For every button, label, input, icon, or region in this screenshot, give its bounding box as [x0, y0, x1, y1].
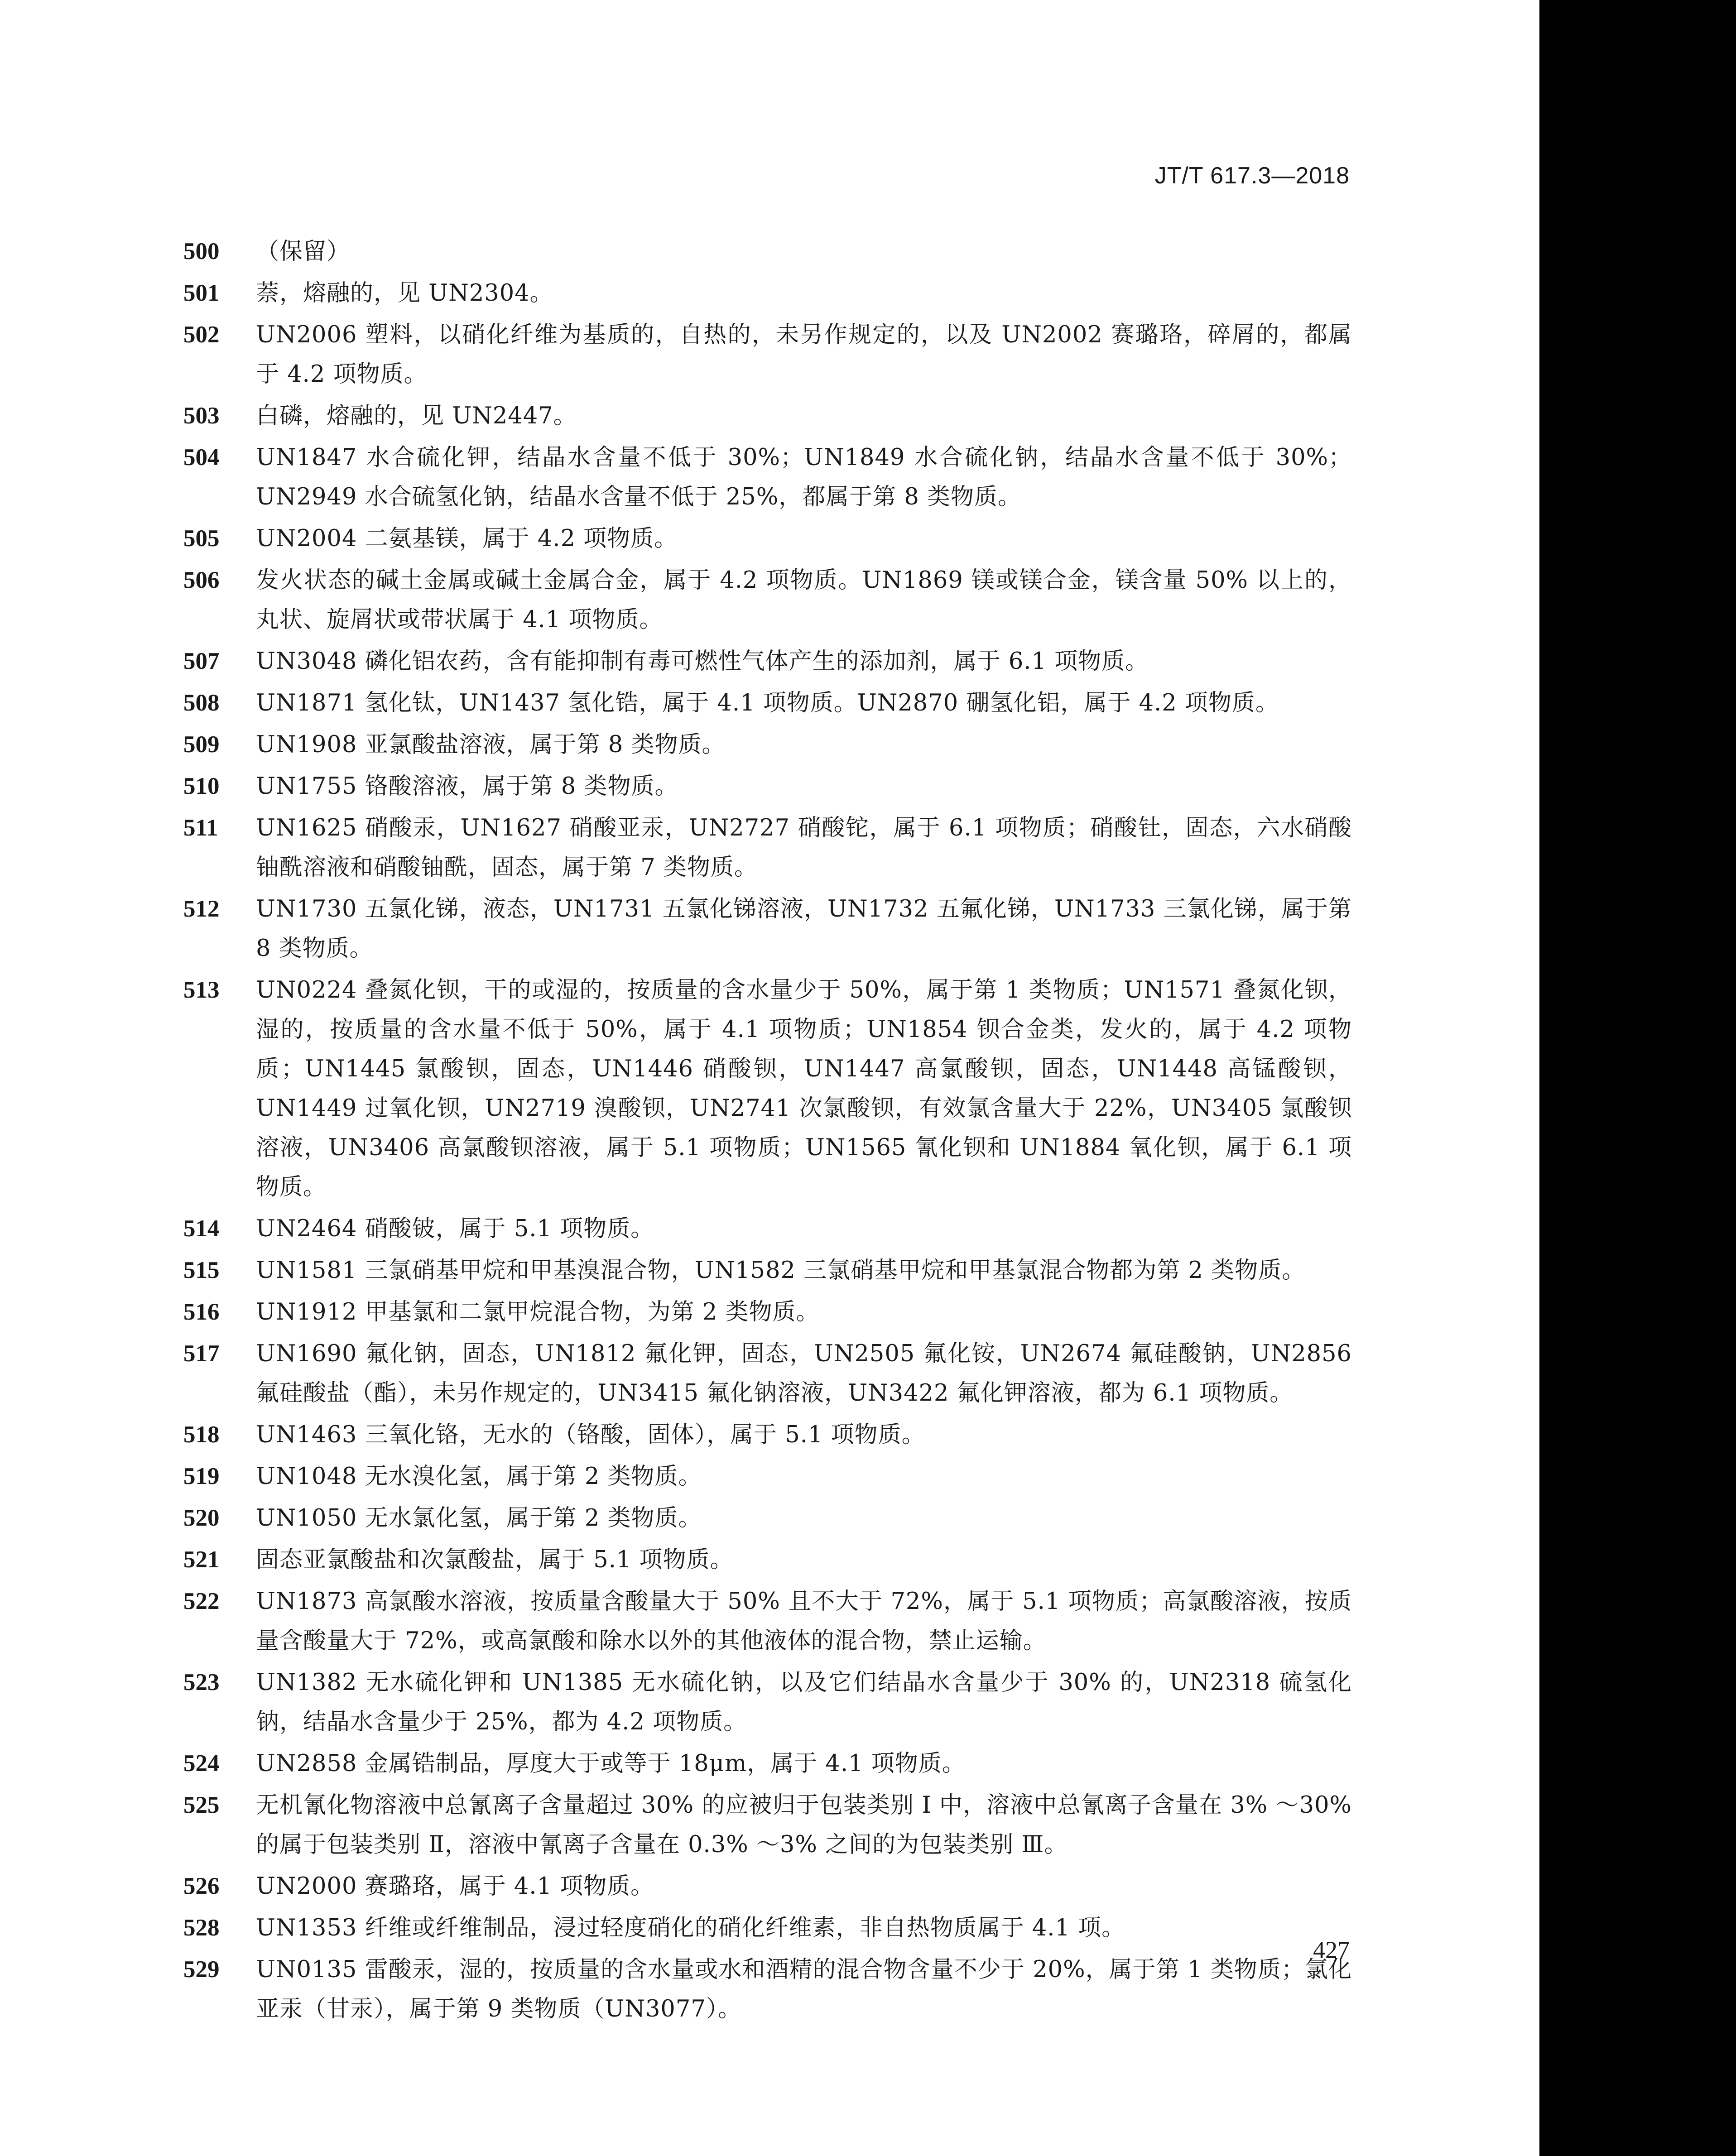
entry-number: 518 — [183, 1421, 220, 1448]
entry-text: UN1730 五氯化锑，液态，UN1731 五氯化锑溶液，UN1732 五氟化锑，UN1733 三氯化锑，属于第 8 类物质。 — [256, 896, 1352, 962]
entry-number: 524 — [183, 1750, 220, 1777]
list-item — [183, 1498, 1352, 1538]
list-item — [183, 1251, 1352, 1290]
list-item — [183, 1786, 1352, 1864]
entry-number: 507 — [183, 648, 220, 674]
entry-text: UN1755 铬酸溶液，属于第 8 类物质。 — [256, 773, 678, 800]
list-item — [183, 970, 1352, 1207]
entry-number: 526 — [183, 1873, 220, 1899]
entry-text: UN2858 金属锆制品，厚度大于或等于 18μm，属于 4.1 项物质。 — [256, 1750, 966, 1777]
list-item — [183, 438, 1352, 517]
list-item — [183, 1334, 1352, 1413]
entry-number: 517 — [183, 1340, 220, 1367]
entry-text: 发火状态的碱土金属或碱土金属合金，属于 4.2 项物质。UN1869 镁或镁合金，镁含量 50% 以上的，丸状、旋屑状或带状属于 4.1 项物质。 — [256, 567, 1352, 633]
list-item — [183, 561, 1352, 639]
entry-number: 529 — [183, 1956, 220, 1983]
entry-number: 522 — [183, 1588, 220, 1614]
list-item — [183, 232, 1352, 271]
list-item — [183, 396, 1352, 436]
entry-number: 504 — [183, 444, 220, 471]
entry-text: 白磷，熔融的，见 UN2447。 — [256, 403, 577, 429]
list-item — [183, 683, 1352, 723]
entry-text: UN1050 无水氯化氢，属于第 2 类物质。 — [256, 1505, 702, 1532]
entry-text: UN1873 高氯酸水溶液，按质量含酸量大于 50% 且不大于 72%，属于 5.1 项物质；高氯酸溶液，按质量含酸量大于 72%，或高氯酸和除水以外的其他液体的混合物，禁止运输。 — [256, 1588, 1352, 1654]
list-item — [183, 1209, 1352, 1248]
entry-text: 固态亚氯酸盐和次氯酸盐，属于 5.1 项物质。 — [256, 1546, 734, 1573]
entry-number: 512 — [183, 896, 220, 922]
entry-text: UN2006 塑料，以硝化纤维为基质的，自热的，未另作规定的，以及 UN2002 赛璐珞，碎屑的，都属于 4.2 项物质。 — [256, 322, 1352, 388]
entry-list — [183, 232, 1352, 2031]
list-item — [183, 767, 1352, 806]
list-item — [183, 1663, 1352, 1742]
entry-number: 525 — [183, 1792, 220, 1818]
list-item — [183, 1867, 1352, 1906]
entry-number: 521 — [183, 1546, 220, 1573]
entry-number: 523 — [183, 1669, 220, 1695]
entry-text: （保留） — [256, 238, 351, 265]
list-item — [183, 1744, 1352, 1783]
entry-number: 514 — [183, 1215, 220, 1242]
entry-number: 502 — [183, 322, 220, 348]
entry-text: UN1908 亚氯酸盐溶液，属于第 8 类物质。 — [256, 731, 726, 758]
list-item — [183, 1950, 1352, 2029]
list-item — [183, 1292, 1352, 1332]
list-item — [183, 808, 1352, 887]
list-item — [183, 1908, 1352, 1948]
list-item — [183, 274, 1352, 313]
entry-number: 508 — [183, 690, 220, 716]
entry-text: UN1912 甲基氯和二氯甲烷混合物，为第 2 类物质。 — [256, 1299, 820, 1325]
page-number: 427 — [1313, 1936, 1350, 1964]
entry-number: 520 — [183, 1505, 220, 1531]
entry-number: 513 — [183, 977, 220, 1003]
entry-text: UN3048 磷化铝农药，含有能抑制有毒可燃性气体产生的添加剂，属于 6.1 项物质。 — [256, 648, 1149, 675]
list-item — [183, 1457, 1352, 1496]
entry-number: 510 — [183, 773, 220, 799]
entry-number: 505 — [183, 525, 220, 552]
entry-text: UN2004 二氨基镁，属于 4.2 项物质。 — [256, 525, 678, 552]
list-item — [183, 1415, 1352, 1455]
entry-text: UN1690 氟化钠，固态，UN1812 氟化钾，固态，UN2505 氟化铵，UN2674 氟硅酸钠，UN2856 氟硅酸盐（酯），未另作规定的，UN3415 氟化钠溶液，UN3422 氟化钾溶液，都为 6.1 项物质。 — [256, 1340, 1352, 1407]
entry-text: UN0224 叠氮化钡，干的或湿的，按质量的含水量少于 50%，属于第 1 类物质；UN1571 叠氮化钡，湿的，按质量的含水量不低于 50%，属于 4.1 项物质；UN1854 钡合金类，发火的，属于 4.2 项物质；UN1445 氯酸钡，固态，UN1446 硝酸钡，UN1447 高氯酸钡，固态，UN1448 高锰酸钡，UN1449 过氧化钡，UN2719 溴酸钡，UN2741 次氯酸钡，有效氯含量大于 22%，UN3405 氯酸钡溶液，UN3406 高氯酸钡溶液，属于 5.1 项物质；UN1565 氰化钡和 UN1884 氧化钡，属于 6.1 项物质。 — [256, 977, 1352, 1200]
black-margin-bar — [1539, 0, 1736, 2156]
entry-text: UN2000 赛璐珞，属于 4.1 项物质。 — [256, 1873, 654, 1900]
entry-text: UN1871 氢化钛，UN1437 氢化锆，属于 4.1 项物质。UN2870 硼氢化铝，属于 4.2 项物质。 — [256, 690, 1279, 716]
list-item — [183, 642, 1352, 681]
document-code: JT/T 617.3—2018 — [1154, 163, 1350, 189]
entry-text: UN1847 水合硫化钾，结晶水含量不低于 30%；UN1849 水合硫化钠，结晶水含量不低于 30%；UN2949 水合硫氢化钠，结晶水含量不低于 25%，都属于第 8 类物质。 — [256, 444, 1352, 510]
entry-number: 506 — [183, 567, 220, 593]
list-item — [183, 1540, 1352, 1580]
entry-text: UN1581 三氯硝基甲烷和甲基溴混合物，UN1582 三氯硝基甲烷和甲基氯混合物都为第 2 类物质。 — [256, 1257, 1306, 1284]
entry-number: 501 — [183, 280, 220, 306]
entry-number: 503 — [183, 403, 220, 429]
entry-number: 516 — [183, 1299, 220, 1325]
entry-text: UN1048 无水溴化氢，属于第 2 类物质。 — [256, 1463, 702, 1490]
entry-text: UN1382 无水硫化钾和 UN1385 无水硫化钠，以及它们结晶水含量少于 30% 的，UN2318 硫氢化钠，结晶水含量少于 25%，都为 4.2 项物质。 — [256, 1669, 1352, 1735]
list-item — [183, 519, 1352, 558]
entry-number: 515 — [183, 1257, 220, 1283]
entry-text: UN1463 三氧化铬，无水的（铬酸，固体），属于 5.1 项物质。 — [256, 1421, 925, 1448]
entry-text: 无机氰化物溶液中总氰离子含量超过 30% 的应被归于包装类别 Ⅰ 中，溶液中总氰离子含量在 3% ～30% 的属于包装类别 Ⅱ，溶液中氰离子含量在 0.3% ～3% 之间的为包装类别 Ⅲ。 — [256, 1792, 1352, 1858]
entry-number: 519 — [183, 1463, 220, 1489]
entry-text: UN1353 纤维或纤维制品，浸过轻度硝化的硝化纤维素，非自热物质属于 4.1 项。 — [256, 1915, 1125, 1941]
entry-text: 萘，熔融的，见 UN2304。 — [256, 280, 553, 307]
entry-number: 511 — [183, 815, 218, 841]
entry-number: 528 — [183, 1915, 220, 1941]
entry-text: UN2464 硝酸铍，属于 5.1 项物质。 — [256, 1215, 654, 1242]
list-item — [183, 889, 1352, 968]
entry-number: 500 — [183, 238, 220, 264]
entry-number: 509 — [183, 731, 220, 758]
entry-text: UN1625 硝酸汞，UN1627 硝酸亚汞，UN2727 硝酸铊，属于 6.1 项物质；硝酸钍，固态，六水硝酸铀酰溶液和硝酸铀酰，固态，属于第 7 类物质。 — [256, 815, 1352, 881]
list-item — [183, 1582, 1352, 1661]
entry-text: UN0135 雷酸汞，湿的，按质量的含水量或水和酒精的混合物含量不少于 20%，属于第 1 类物质；氯化亚汞（甘汞），属于第 9 类物质（UN3077）。 — [256, 1956, 1352, 2022]
list-item — [183, 725, 1352, 764]
list-item — [183, 315, 1352, 394]
